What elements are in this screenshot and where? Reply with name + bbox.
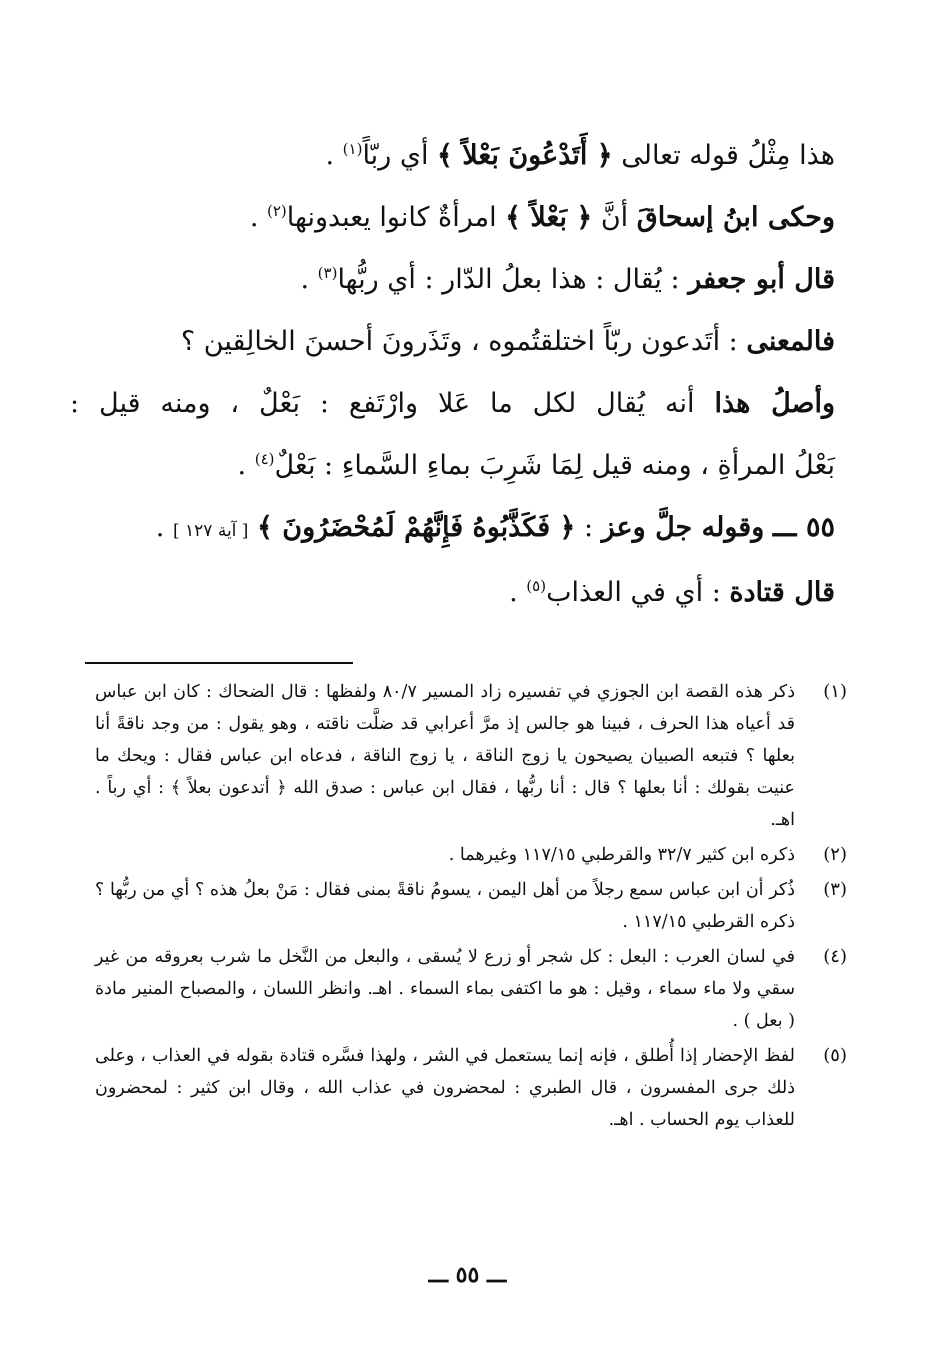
footnote-2 (95, 839, 847, 871)
line-text: امرأةٌ كانوا يعبدونها (286, 202, 506, 233)
main-line-7 (70, 497, 835, 562)
line-text: أي ربّاً (362, 140, 429, 171)
footnote-ref[interactable]: (٢) (266, 202, 287, 220)
footnote-4 (95, 941, 847, 1037)
main-line-5 (70, 373, 835, 435)
line-text: بَعْلُ المرأةِ ، ومنه قيل لِمَا شَرِبَ بماءِ السَّماءِ : بَعْلٌ (274, 450, 835, 481)
quran-quote: ﴿ أَتَدْعُونَ بَعْلاً ﴾ (437, 140, 613, 171)
line-end: . (325, 140, 343, 171)
line-text: أنَّ (592, 202, 637, 233)
footnote-text: في لسان العرب : البعل : كل شجر أو زرع لا يُسقى ، والبعل من النَّخل ما شرب بعروقه من غير سقي ولا ماء سماء ، وقيل : هو ما اكتفى بماء السماء . اهـ. وانظر اللسان ، والمصباح المنير مادة ( بعل ) . (95, 947, 795, 1031)
line-text: أنه يُقال لكل ما عَلا وارْتَفع : بَعْلٌ ، ومنه قيل : (70, 388, 715, 419)
entry-number: ٥٥ ـــ (772, 512, 835, 543)
line-text: : أي في العذاب (546, 577, 730, 608)
footnote-ref[interactable]: (٥) (526, 577, 547, 595)
footnote-number: (٥) (823, 1045, 847, 1066)
footnote-text: ذكره ابن كثير ٣٢/٧ والقرطبي ١١٧/١٥ وغيرهما . (448, 845, 795, 865)
quran-quote: ﴿ فَكَذَّبُوهُ فَإِنَّهُمْ لَمُحْضَرُونَ ﴾ (257, 512, 576, 543)
footnote-text: لفظ الإحضار إذا أُطلق ، فإنه إنما يستعمل في الشر ، ولهذا فسَّره قتادة بقوله في العذاب ، وعلى ذلك جرى المفسرون ، قال الطبري : لمحضرون في عذاب الله ، وقال ابن كثير : لمحضرون للعذاب يوم الحساب . اهـ. (95, 1046, 795, 1130)
separator: : (575, 512, 602, 543)
line-end: . (300, 264, 318, 295)
aya-reference: [ آية ١٢٧ ] (172, 521, 249, 541)
line-text: : يُقال : هذا بعلُ الدّار : أي ربُّها (337, 264, 689, 295)
bold-lead: وحكى ابنُ إسحاقَ (636, 202, 835, 233)
main-line-1 (70, 125, 835, 187)
line-end: . (249, 202, 267, 233)
footnote-number: (١) (823, 681, 847, 702)
bold-lead: قال قتادة (729, 577, 835, 608)
main-line-3 (70, 249, 835, 311)
footnote-ref[interactable]: (١) (342, 140, 363, 158)
footnote-text: ذكر هذه القصة ابن الجوزي في تفسيره زاد المسير ٨٠/٧ ولفظها : قال الضحاك : كان ابن عباس قد أعياه هذا الحرف ، فبينا هو جالس إذ مرَّ أعرابي قد ضلَّت ناقته ، وهو يقول : من وجد ناقةً أنا بعلها ؟ فتبعه الصبيان يصيحون يا زوج الناقة ، يا زوج الناقة ، فدعاه ابن عباس فقال : ويحك ما عنيت بقولك : أنا بعلها ؟ قال : أنا ربُّها ، فقال ابن عباس : صدق الله ﴿ أتدعون بعلاً ﴾ : أي رباً . اهـ. (95, 682, 795, 830)
footnote-number: (٣) (823, 879, 847, 900)
footnote-number: (٢) (823, 844, 847, 865)
main-text (70, 125, 835, 624)
line-text: هذا مِثْلُ قوله تعالى (621, 140, 835, 171)
main-line-6 (70, 435, 835, 497)
main-line-2 (70, 187, 835, 249)
line-end: . (155, 512, 173, 543)
footnote-ref[interactable]: (٣) (317, 264, 338, 282)
footnote-divider (85, 662, 353, 664)
footnote-ref[interactable]: (٤) (254, 450, 275, 468)
page-number: ـــ ٥٥ ـــ (428, 1262, 507, 1288)
bold-lead: وقوله جلَّ وعز (601, 512, 765, 543)
line-end: . (509, 577, 527, 608)
footnote-1 (95, 676, 847, 836)
bold-lead: وأصلُ هذا (714, 388, 835, 419)
footnotes (95, 676, 847, 1139)
line-end: . (237, 450, 255, 481)
footnote-5 (95, 1040, 847, 1136)
bold-lead: قال أبو جعفر (688, 264, 835, 295)
main-line-8 (70, 562, 835, 624)
footnote-3 (95, 874, 847, 938)
main-line-4 (70, 311, 835, 373)
line-text: : أتَدعون ربّاً اختلقتُموه ، وتَذَرونَ أحسنَ الخالِقين ؟ (180, 326, 747, 357)
footnote-text: ذُكر أن ابن عباس سمع رجلاً من أهل اليمن ، يسومُ ناقةً بمنى فقال : مَنْ بعلُ هذه ؟ أي من ربُّها ؟ ذكره القرطبي ١١٧/١٥ . (95, 880, 795, 932)
quran-quote: ﴿ بَعْلاً ﴾ (505, 202, 593, 233)
footnote-number: (٤) (823, 946, 847, 967)
bold-lead: فالمعنى (746, 326, 835, 357)
